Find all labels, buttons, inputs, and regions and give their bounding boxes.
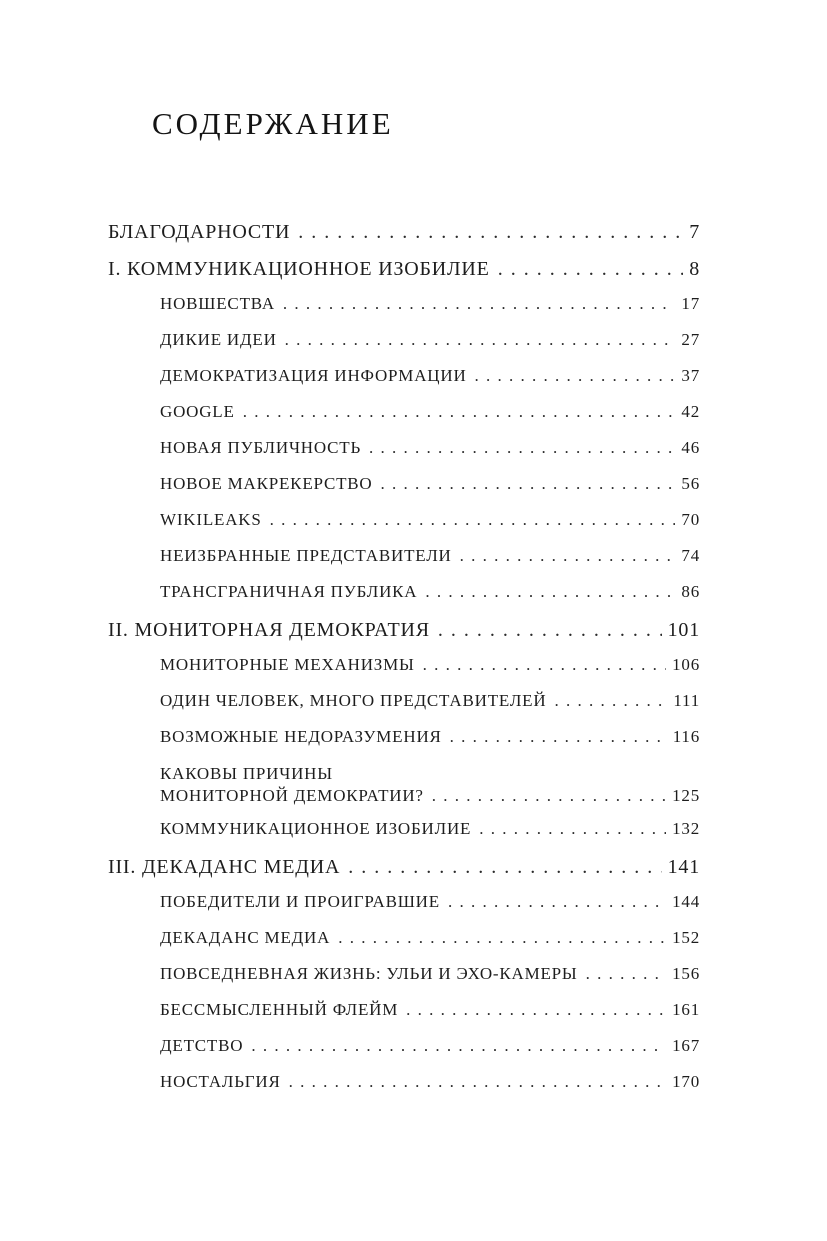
toc-entry-page: 170 <box>672 1072 700 1091</box>
dot-leader <box>283 294 675 314</box>
toc-entry-page: 106 <box>672 655 700 674</box>
toc-entry-page: 56 <box>681 474 700 493</box>
toc-entry <box>160 655 700 675</box>
toc-entry <box>160 964 700 984</box>
dot-leader <box>554 691 667 711</box>
toc-entry-label: ДИКИЕ ИДЕИ <box>160 330 277 349</box>
toc-entry-page: 125 <box>672 786 700 805</box>
toc-entry <box>160 1072 700 1092</box>
dot-leader <box>369 438 675 458</box>
toc-entry-label: КАКОВЫ ПРИЧИНЫ <box>160 764 333 783</box>
toc-entry-page: 8 <box>689 258 700 280</box>
toc-entry-page: 167 <box>672 1036 700 1055</box>
toc-entry-label: ПОБЕДИТЕЛИ И ПРОИГРАВШИЕ <box>160 892 440 911</box>
toc-entry <box>160 1000 700 1020</box>
dot-leader <box>450 727 667 747</box>
toc-entry-page: 111 <box>673 691 700 710</box>
dot-leader <box>381 474 676 494</box>
toc-entry-page: 74 <box>681 546 700 565</box>
toc-entry-page: 116 <box>672 727 700 746</box>
toc-entry <box>160 438 700 458</box>
toc-entry-label: НОСТАЛЬГИЯ <box>160 1072 281 1091</box>
dot-leader <box>338 928 666 948</box>
toc-entry-page: 7 <box>689 221 700 243</box>
dot-leader <box>425 582 675 602</box>
toc-entry-label: БЛАГОДАРНОСТИ <box>108 221 291 243</box>
toc-entry <box>160 402 700 422</box>
toc-entry <box>160 474 700 494</box>
toc-entry-label: WIKILEAKS <box>160 510 262 529</box>
toc-entry-page: 86 <box>681 582 700 601</box>
toc-entry <box>160 582 700 602</box>
toc-entry-label: II. МОНИТОРНАЯ ДЕМОКРАТИЯ <box>108 619 430 641</box>
page-title: СОДЕРЖАНИЕ <box>152 106 394 141</box>
dot-leader <box>285 330 676 350</box>
toc-entry <box>160 928 700 948</box>
toc-entry <box>160 510 700 530</box>
toc-entry-page: 161 <box>672 1000 700 1019</box>
toc-entry-label: III. ДЕКАДАНС МЕДИА <box>108 856 341 878</box>
toc-entry-label: МОНИТОРНЫЕ МЕХАНИЗМЫ <box>160 655 415 674</box>
toc-entry-label: ДЕКАДАНС МЕДИА <box>160 928 331 947</box>
toc-entry-label: ДЕМОКРАТИЗАЦИЯ ИНФОРМАЦИИ <box>160 366 467 385</box>
dot-leader <box>475 366 676 386</box>
toc-entry-label: ПОВСЕДНЕВНАЯ ЖИЗНЬ: УЛЬИ И ЭХО-КАМЕРЫ <box>160 964 578 983</box>
toc-entry-label: НОВАЯ ПУБЛИЧНОСТЬ <box>160 438 362 457</box>
toc-entry <box>160 1036 700 1056</box>
toc-entry-page: 156 <box>672 964 700 983</box>
dot-leader <box>270 510 676 530</box>
toc-entry <box>160 892 700 912</box>
dot-leader <box>498 257 684 281</box>
toc-entry <box>160 546 700 566</box>
toc-entry <box>108 220 700 244</box>
dot-leader <box>348 855 661 879</box>
toc-entry-label: НЕИЗБРАННЫЕ ПРЕДСТАВИТЕЛИ <box>160 546 452 565</box>
dot-leader <box>251 1036 666 1056</box>
toc-entry-page: 37 <box>681 366 700 385</box>
toc-entry-page: 70 <box>681 510 700 529</box>
dot-leader <box>448 892 666 912</box>
toc-entry-label: БЕССМЫСЛЕННЫЙ ФЛЕЙМ <box>160 1000 399 1019</box>
toc-entry-page: 132 <box>672 819 700 838</box>
toc-entry-label: НОВШЕСТВА <box>160 294 275 313</box>
toc-entry-page: 152 <box>672 928 700 947</box>
toc-entry-label-line2: МОНИТОРНОЙ ДЕМОКРАТИИ? <box>160 786 424 805</box>
toc-entry-label: ВОЗМОЖНЫЕ НЕДОРАЗУМЕНИЯ <box>160 727 442 746</box>
toc-entry-page: 144 <box>672 892 700 911</box>
toc-entry-page: 17 <box>681 294 700 313</box>
toc-entry-label: ДЕТСТВО <box>160 1036 244 1055</box>
toc-entry <box>108 618 700 642</box>
toc-entry-page: 101 <box>667 619 700 641</box>
toc-entry-label: НОВОЕ МАКРЕКЕРСТВО <box>160 474 373 493</box>
toc-entry <box>160 330 700 350</box>
dot-leader <box>460 546 676 566</box>
dot-leader <box>243 402 676 422</box>
dot-leader <box>479 819 666 839</box>
toc-entry-label: GOOGLE <box>160 402 235 421</box>
toc-list <box>108 220 700 1108</box>
dot-leader <box>423 655 666 675</box>
toc-entry-label: ОДИН ЧЕЛОВЕК, МНОГО ПРЕДСТАВИТЕЛЕЙ <box>160 691 547 710</box>
toc-entry <box>160 366 700 386</box>
toc-entry <box>160 727 700 747</box>
toc-entry-page: 42 <box>681 402 700 421</box>
dot-leader <box>406 1000 666 1020</box>
dot-leader <box>289 1072 666 1092</box>
toc-entry <box>160 294 700 314</box>
dot-leader <box>298 220 683 244</box>
toc-entry <box>108 257 700 281</box>
dot-leader <box>432 785 666 807</box>
toc-entry <box>108 855 700 879</box>
toc-entry <box>160 691 700 711</box>
toc-entry-page: 141 <box>667 856 700 878</box>
toc-entry <box>160 819 700 839</box>
toc-entry-label: I. КОММУНИКАЦИОННОЕ ИЗОБИЛИЕ <box>108 258 490 280</box>
toc-entry-label: ТРАНСГРАНИЧНАЯ ПУБЛИКА <box>160 582 418 601</box>
toc-entry-label: КОММУНИКАЦИОННОЕ ИЗОБИЛИЕ <box>160 819 472 838</box>
dot-leader <box>438 618 662 642</box>
dot-leader <box>586 964 667 984</box>
toc-entry-page: 46 <box>681 438 700 457</box>
toc-entry <box>160 763 700 807</box>
toc-entry-page: 27 <box>681 330 700 349</box>
